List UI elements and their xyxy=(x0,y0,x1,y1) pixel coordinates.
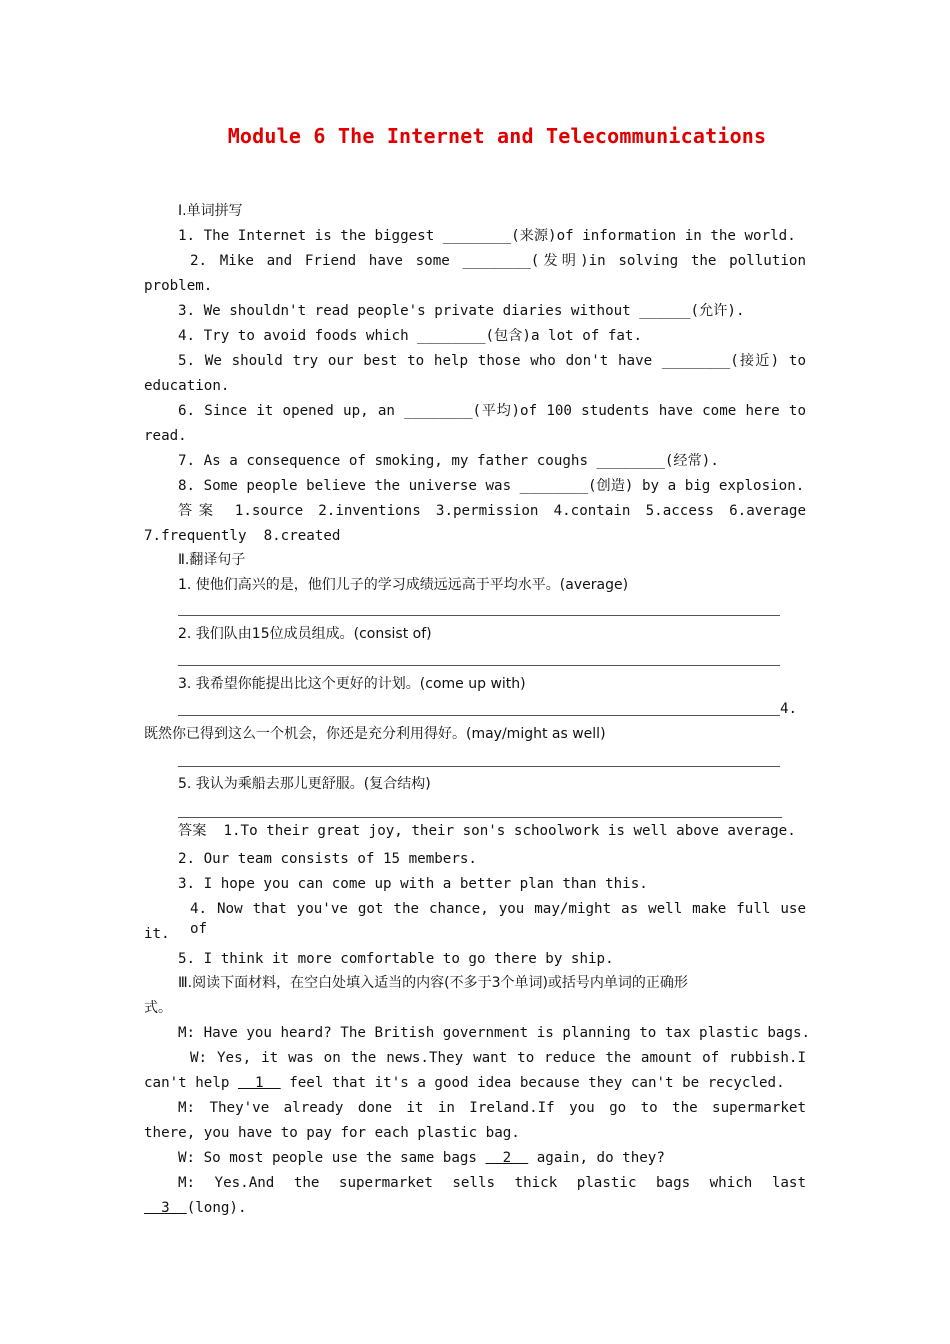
exercise-line: 1. The Internet is the biggest ________(来源)of information in the world. xyxy=(178,228,796,244)
exercise-line: read. xyxy=(144,428,187,444)
answer-rule xyxy=(178,817,782,818)
exercise-line: problem. xyxy=(144,278,213,294)
dialogue-text: W: So most people use the same bags xyxy=(178,1150,486,1166)
exercise-line: 1. 使他们高兴的是，他们儿子的学习成绩远远高于平均水平。(average) xyxy=(178,577,629,593)
exercise-line: 6. Since it opened up, an ________(平均)of 100 students have come here to xyxy=(178,403,806,419)
answer-line: 答案 1.To their great joy, their son's schoolwork is well above average. xyxy=(178,823,796,839)
exercise-line: 8. Some people believe the universe was ________(创造) by a big explosion. xyxy=(178,478,805,494)
blank-3: 3 xyxy=(144,1200,187,1216)
exercise-line: 2. Mike and Friend have some ________(发明)in solving the pollution xyxy=(190,253,806,269)
answer-rule xyxy=(178,766,780,767)
section-heading-2: Ⅱ.翻译句子 xyxy=(178,552,246,568)
dialogue-line xyxy=(144,1198,806,1218)
exercise-line: 5. 我认为乘船去那儿更舒服。(复合结构) xyxy=(178,776,431,792)
section-heading-3-cont: 式。 xyxy=(144,1000,172,1016)
dialogue-text: again, do they? xyxy=(528,1150,665,1166)
section-heading-3: Ⅲ.阅读下面材料，在空白处填入适当的内容(不多于3个单词)或括号内单词的正确形 xyxy=(178,975,688,991)
answer-line: 7.frequently 8.created xyxy=(144,528,341,544)
exercise-line: 7. As a consequence of smoking, my father coughs ________(经常). xyxy=(178,453,719,469)
exercise-line: 4. Try to avoid foods which ________(包含)a lot of fat. xyxy=(178,328,642,344)
exercise-line: 既然你已得到这么一个机会，你还是充分利用得好。(may/might as well) xyxy=(144,726,606,742)
exercise-line: 3. We shouldn't read people's private diaries without ______(允许). xyxy=(178,303,745,319)
dialogue-line xyxy=(144,1073,806,1093)
exercise-number: 4. xyxy=(780,701,798,717)
dialogue-line: M: Have you heard? The British government is planning to tax plastic bags. xyxy=(178,1025,811,1041)
answer-rule xyxy=(178,715,780,716)
blank-2: 2 xyxy=(485,1150,529,1166)
exercise-line: 3. 我希望你能提出比这个更好的计划。(come up with) xyxy=(178,676,526,692)
dialogue-text: can't help xyxy=(144,1075,238,1091)
dialogue-line: W: Yes, it was on the news.They want to reduce the amount of rubbish.I xyxy=(190,1050,806,1066)
answer-line: it. xyxy=(144,926,170,942)
answer-line: 4. Now that you've got the chance, you may/might as well make full use of xyxy=(190,901,806,937)
exercise-line: 5. We should try our best to help those who don't have ________(接近) to xyxy=(178,353,806,369)
answer-rule xyxy=(178,665,780,666)
dialogue-text: (long). xyxy=(186,1200,247,1216)
dialogue-line: M: They've already done it in Ireland.If you go to the supermarket xyxy=(178,1100,806,1116)
answer-line: 5. I think it more comfortable to go there by ship. xyxy=(178,951,614,967)
page-title: Module 6 The Internet and Telecommunications xyxy=(227,124,767,148)
section-heading-1: Ⅰ.单词拼写 xyxy=(178,203,243,219)
dialogue-line: there, you have to pay for each plastic bag. xyxy=(144,1125,520,1141)
dialogue-line xyxy=(178,1148,806,1168)
blank-1: 1 xyxy=(237,1075,281,1091)
dialogue-line: M: Yes.And the supermarket sells thick plastic bags which last xyxy=(178,1175,806,1191)
answer-line: 2. Our team consists of 15 members. xyxy=(178,851,477,867)
answer-line: 3. I hope you can come up with a better plan than this. xyxy=(178,876,648,892)
answer-line: 答案 1.source 2.inventions 3.permission 4.contain 5.access 6.average xyxy=(178,503,806,519)
exercise-line: education. xyxy=(144,378,230,394)
answer-rule xyxy=(178,615,780,616)
dialogue-text: feel that it's a good idea because they can't be recycled. xyxy=(280,1075,785,1091)
exercise-line: 2. 我们队由15位成员组成。(consist of) xyxy=(178,626,432,642)
